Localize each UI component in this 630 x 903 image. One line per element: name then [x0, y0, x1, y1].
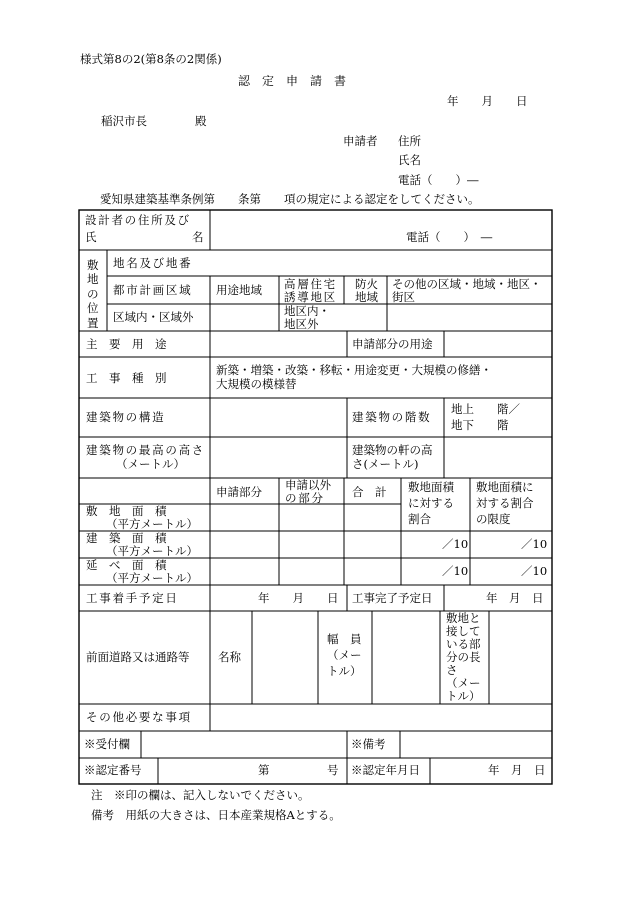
applied-use-label: 申請部分の用途: [352, 337, 433, 351]
floor-area-label-2: （平方メートル）: [106, 571, 198, 585]
designer-label-1: 設計者の住所及び: [85, 213, 191, 227]
col-other-2: の部分: [285, 491, 325, 505]
work-type-options-2: 大規模の模様替: [216, 377, 297, 391]
road-width-label-2: （メー: [327, 648, 362, 662]
start-date-label: 工事着手予定日: [86, 591, 179, 605]
building-area-label-2: （平方メートル）: [106, 544, 198, 558]
district-label-1: 地区内・: [284, 304, 330, 318]
max-height-label-1: 建築物の最高の高さ: [86, 443, 206, 457]
work-type-label: 工 事 種 別: [86, 371, 167, 385]
below-ground-label: 地下 階: [451, 418, 509, 432]
phone-label: 電話（ ）―: [398, 173, 479, 187]
col-total: 合 計: [352, 485, 387, 499]
fire-zone-label-1: 防火: [355, 277, 378, 291]
designer-label-2b: 名: [192, 230, 204, 244]
col-ratio-1: 敷地面積: [408, 480, 454, 494]
fire-zone-label-2: 地域: [355, 290, 378, 304]
cert-date-label: ※認定年月日: [351, 763, 420, 777]
col-applied: 申請部分: [216, 485, 262, 499]
cert-number-value: 第 号: [258, 763, 339, 777]
date-line: 年 月 日: [447, 94, 528, 108]
col-limit-1: 敷地面積に: [476, 480, 534, 494]
structure-label: 建築物の構造: [86, 410, 166, 424]
col-limit-2: 対する割合: [476, 496, 534, 510]
honorific: 殿: [195, 114, 207, 128]
other-items-label: その他必要な事項: [86, 710, 192, 724]
inside-outside-label: 区域内・区域外: [113, 310, 194, 324]
completion-date-value: 年 月 日: [486, 591, 544, 605]
cert-number-label: ※認定番号: [84, 763, 142, 777]
site-area-label-2: （平方メートル）: [106, 517, 198, 531]
completion-date-label: 工事完了予定日: [352, 591, 433, 605]
contact-length-3: いる部: [446, 637, 481, 651]
page-title: 認 定 申 請 書: [238, 74, 347, 88]
eaves-height-label-2: さ(メートル): [352, 457, 419, 471]
use-zone-label: 用途地域: [216, 283, 262, 297]
floors-label: 建築物の階数: [352, 410, 432, 424]
statement: 愛知県建築基準条例第 条第 項の規定による認定をしてください。: [100, 192, 480, 206]
other-zones-label-2: 街区: [392, 290, 415, 304]
addressee: 稲沢市長: [101, 114, 147, 128]
col-ratio-2: に対する: [408, 496, 454, 510]
contact-length-5: さ: [446, 663, 458, 677]
designer-phone-field[interactable]: 電話（ ） ―: [406, 230, 493, 244]
site-location-label: 敷地の位置: [87, 258, 99, 330]
footer-remark: 備考 用紙の大きさは、日本産業規格Aとする。: [91, 808, 341, 822]
footer-note: 注 ※印の欄は、記入しないでください。: [91, 788, 310, 802]
max-height-label-2: （メートル）: [116, 457, 185, 471]
city-planning-label: 都市計画区域: [113, 283, 193, 297]
building-area-label-1: 建 築 面 積: [86, 531, 167, 545]
contact-length-6: （メー: [446, 676, 481, 690]
address-label: 住所: [398, 134, 421, 148]
building-limit-mark: ／10: [521, 537, 548, 551]
building-ratio-mark: ／10: [442, 537, 469, 551]
form-number: 様式第8の2(第8条の2関係): [80, 52, 222, 66]
other-zones-label-1: その他の区域・地域・地区・: [392, 277, 542, 291]
reception-label: ※受付欄: [84, 737, 130, 751]
floor-limit-mark: ／10: [521, 564, 548, 578]
eaves-height-label-1: 建築物の軒の高: [352, 443, 433, 457]
name-label: 氏名: [398, 153, 421, 167]
col-limit-3: の限度: [476, 512, 511, 526]
district-label-2: 地区外: [284, 317, 319, 331]
site-area-label-1: 敷 地 面 積: [86, 504, 167, 518]
applicant-label: 申請者: [343, 134, 378, 148]
start-date-value: 年 月 日: [258, 591, 339, 605]
work-type-options-1: 新築・増築・改築・移転・用途変更・大規模の修繕・: [216, 363, 492, 377]
road-width-label-1: 幅 員: [327, 632, 362, 646]
front-road-label: 前面道路又は通路等: [86, 650, 190, 664]
cert-date-value: 年 月 日: [488, 763, 546, 777]
contact-length-1: 敷地と: [446, 611, 481, 625]
above-ground-label: 地上 階／: [451, 402, 520, 416]
contact-length-7: トル）: [446, 689, 481, 703]
high-rise-label-1: 高層住宅: [284, 277, 337, 291]
contact-length-4: 分の長: [446, 650, 481, 664]
main-use-label: 主 要 用 途: [86, 337, 167, 351]
col-ratio-3: 割合: [408, 512, 431, 526]
lot-number-label: 地名及び地番: [113, 256, 193, 270]
road-width-label-3: トル）: [327, 664, 362, 678]
road-name-label: 名称: [218, 650, 241, 664]
remarks-label: ※備考: [351, 737, 386, 751]
high-rise-label-2: 誘導地区: [284, 290, 337, 304]
designer-label-2a: 氏: [85, 230, 97, 244]
contact-length-2: 接して: [446, 624, 481, 638]
col-other-1: 申請以外: [285, 478, 331, 492]
floor-area-label-1: 延 べ 面 積: [86, 558, 167, 572]
floor-ratio-mark: ／10: [442, 564, 469, 578]
